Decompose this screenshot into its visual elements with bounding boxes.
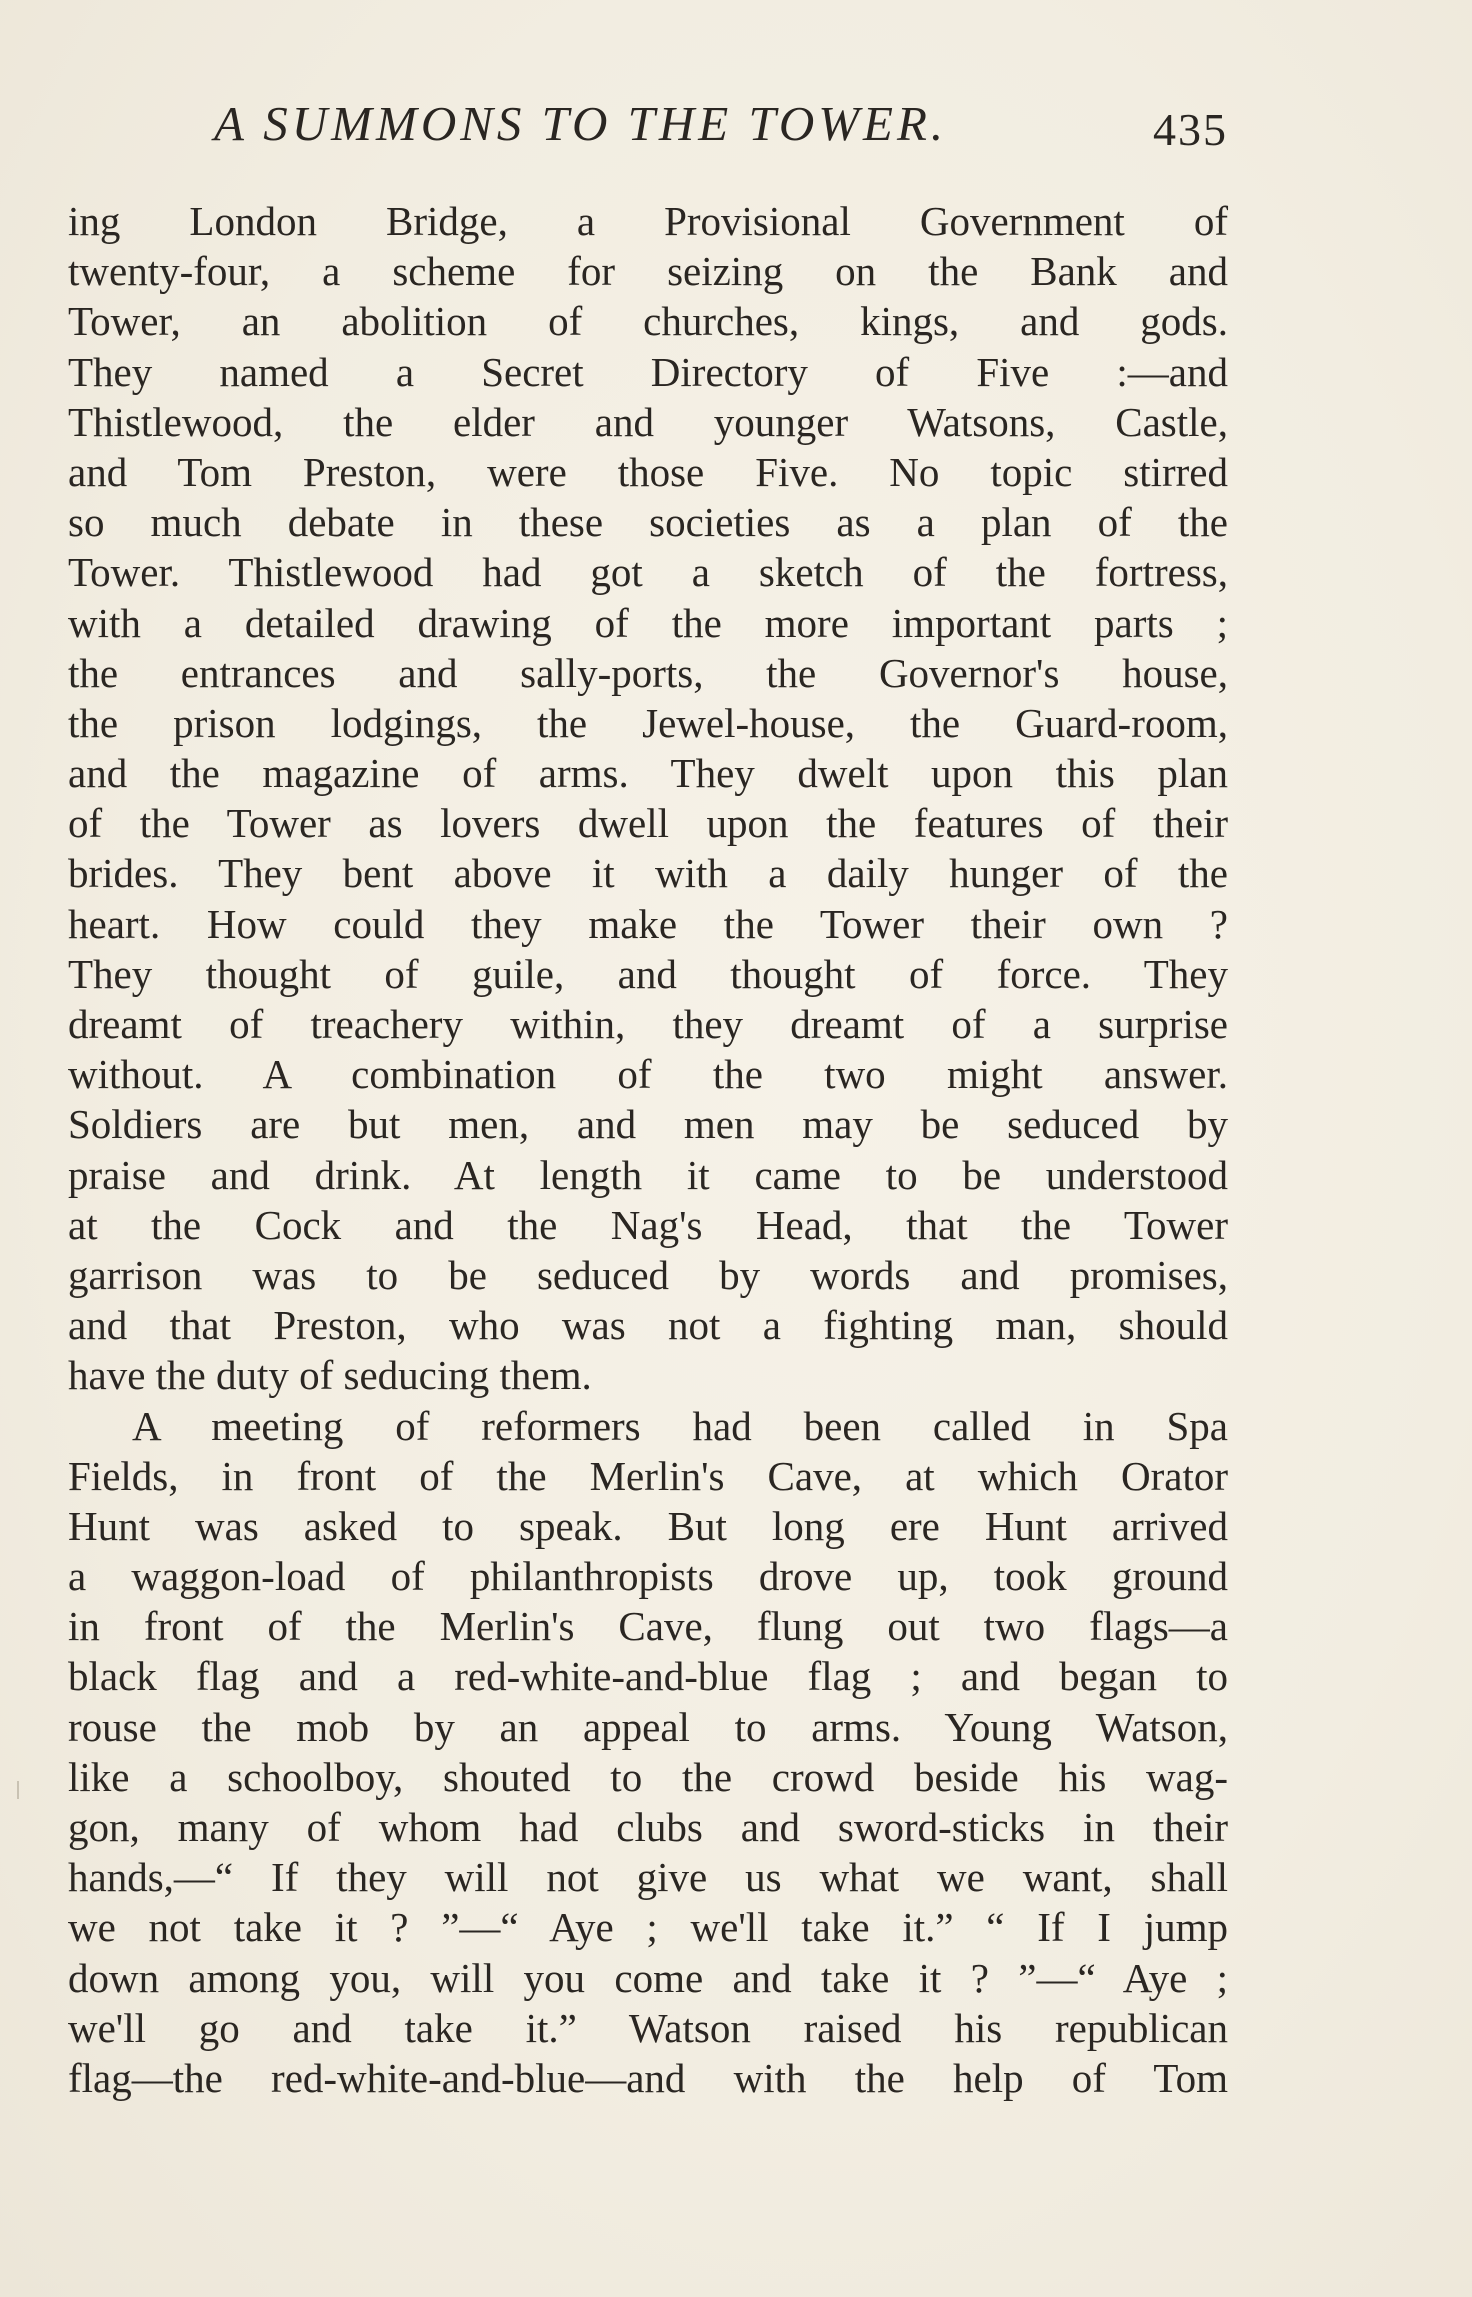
text-line: Thistlewood, the elder and younger Watsons, Castle, [68,398,1228,445]
body-text [68,196,1228,2103]
text-line: down among you, will you come and take it ? ”—“ Aye ; [68,1954,1228,2001]
text-line: rouse the mob by an appeal to arms. Young Watson, [68,1703,1228,1750]
paragraph [68,196,1228,1401]
text-line: praise and drink. At length it came to be understood [68,1151,1228,1198]
text-line: of the Tower as lovers dwell upon the features of their [68,800,1228,847]
text-line: a waggon-load of philanthropists drove up, took ground [68,1553,1228,1600]
text-line: in front of the Merlin's Cave, flung out two flags—a [68,1603,1228,1650]
text-line: Tower. Thistlewood had got a sketch of the fortress, [68,549,1228,596]
text-line: flag—the red-white-and-blue—and with the help of Tom [68,2054,1228,2101]
text-line: and that Preston, who was not a fighting man, should [68,1302,1228,1349]
page-number: 435 [1153,104,1228,155]
text-line: Fields, in front of the Merlin's Cave, at which Orator [68,1452,1228,1499]
text-line: brides. They bent above it with a daily hunger of the [68,850,1228,897]
text-line: heart. How could they make the Tower their own ? [68,900,1228,947]
text-line: the entrances and sally-ports, the Governor's house, [68,649,1228,696]
text-line: we not take it ? ”—“ Aye ; we'll take it.” “ If I jump [68,1904,1228,1951]
text-line: we'll go and take it.” Watson raised his republican [68,2004,1228,2051]
text-line: hands,—“ If they will not give us what we want, shall [68,1854,1228,1901]
running-head [68,92,1228,156]
paragraph [68,1401,1228,2104]
text-line: dreamt of treachery within, they dreamt of a surprise [68,1001,1228,1047]
text-line: and Tom Preston, were those Five. No topic stirred [68,448,1228,495]
text-line: Soldiers are but men, and men may be seduced by [68,1101,1228,1148]
text-line: gon, many of whom had clubs and sword-sticks in their [68,1804,1228,1850]
text-line: at the Cock and the Nag's Head, that the Tower [68,1201,1228,1248]
text-line: Hunt was asked to speak. But long ere Hunt arrived [68,1502,1228,1549]
text-line: so much debate in these societies as a plan of the [68,499,1228,546]
text-line: garrison was to be seduced by words and promises, [68,1251,1228,1298]
text-line: have the duty of seducing them. [68,1352,592,1399]
text-line: A meeting of reformers had been called in Spa [132,1402,1228,1449]
text-line: and the magazine of arms. They dwelt upon this plan [68,750,1228,797]
margin-mark [17,1781,19,1799]
text-line: like a schoolboy, shouted to the crowd beside his wag- [68,1753,1228,1800]
text-line: without. A combination of the two might answer. [68,1051,1228,1098]
text-line: black flag and a red-white-and-blue flag ; and began to [68,1653,1228,1700]
text-line: They named a Secret Directory of Five :—and [68,348,1228,395]
text-line: the prison lodgings, the Jewel-house, the Guard-room, [68,699,1228,746]
text-line: ing London Bridge, a Provisional Government of [68,198,1228,244]
running-title: A SUMMONS TO THE TOWER. [214,96,948,151]
text-line: Tower, an abolition of churches, kings, and gods. [68,298,1228,345]
text-line: twenty-four, a scheme for seizing on the Bank and [68,248,1228,295]
text-line: They thought of guile, and thought of force. They [68,950,1228,997]
text-line: with a detailed drawing of the more important parts ; [68,599,1228,646]
